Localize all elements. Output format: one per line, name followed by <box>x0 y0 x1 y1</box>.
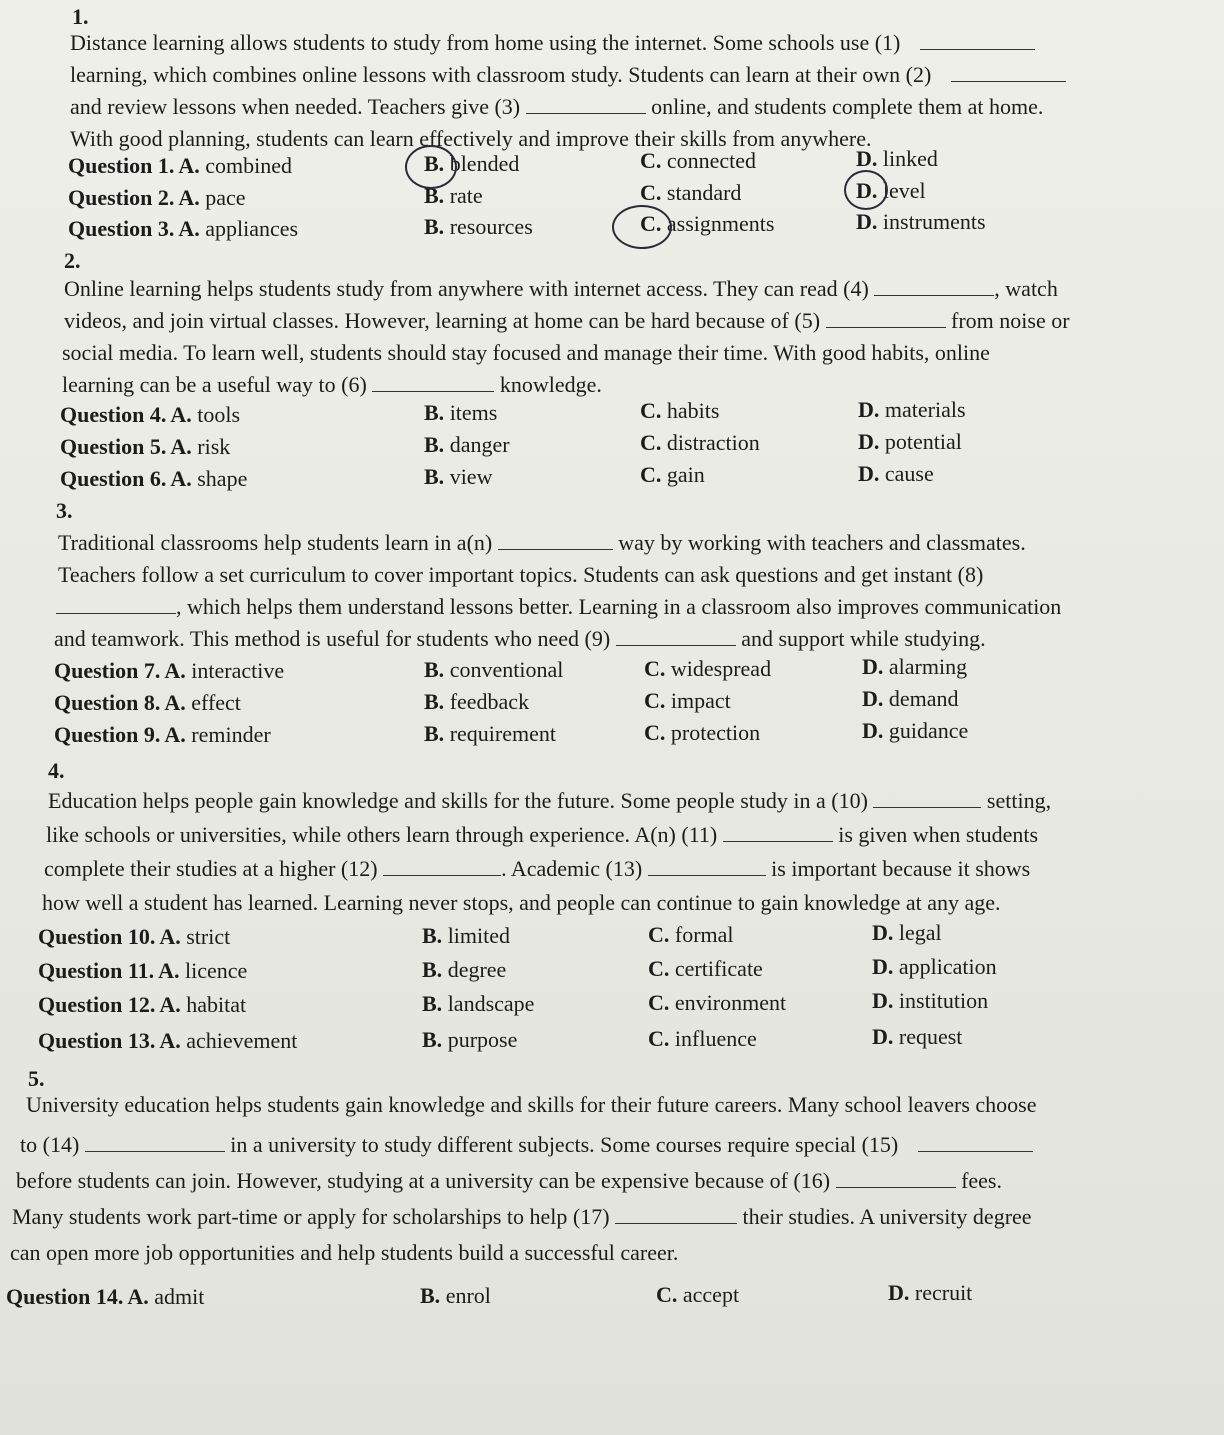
option-text: guidance <box>883 718 969 744</box>
option-text: danger <box>444 432 510 458</box>
answer-blank[interactable] <box>85 1150 225 1152</box>
option-letter: C. <box>648 955 670 981</box>
option-letter: D. <box>872 920 894 946</box>
question-number: Question 6. <box>60 466 167 491</box>
option-letter: C. <box>644 655 666 681</box>
option-letter: B. <box>424 688 445 714</box>
option-text: connected <box>661 148 757 174</box>
option-letter: B. <box>422 990 443 1016</box>
passage-line <box>48 788 1051 814</box>
answer-option[interactable] <box>862 686 959 712</box>
answer-option[interactable] <box>424 400 497 426</box>
option-text: interactive <box>185 658 285 683</box>
question-number: Question 4. <box>60 402 167 427</box>
option-text: linked <box>877 145 938 171</box>
option-text: materials <box>879 396 966 422</box>
question-label <box>38 924 155 950</box>
section-number: 5. <box>28 1066 45 1091</box>
option-letter: D. <box>872 988 894 1014</box>
passage-text: is given when students <box>832 822 1039 847</box>
option-text: combined <box>199 153 293 178</box>
answer-option[interactable] <box>422 1027 517 1053</box>
passage-line <box>58 562 983 588</box>
answer-blank[interactable] <box>836 1186 956 1188</box>
question-number: Question 2. <box>68 185 175 210</box>
question-label <box>54 690 160 716</box>
answer-option[interactable] <box>872 988 988 1014</box>
answer-option[interactable] <box>872 1024 962 1050</box>
option-letter: D. <box>858 428 880 454</box>
passage-text: Education helps people gain knowledge and skills for the future. Some people study in a (10) <box>48 788 874 813</box>
passage-text: their studies. A university degree <box>737 1204 1032 1229</box>
passage-text: Distance learning allows students to study from home using the internet. Some schools use (1) <box>70 30 906 55</box>
option-text: tools <box>191 402 241 427</box>
passage-line <box>62 372 602 398</box>
option-text: degree <box>442 956 507 982</box>
passage-text: and review lessons when needed. Teachers give (3) <box>70 94 526 119</box>
option-letter: A. <box>170 402 192 427</box>
option-letter: B. <box>424 400 445 426</box>
passage-text: Teachers follow a set curriculum to cover important topics. Students can ask questions and get instant (8) <box>58 562 984 587</box>
passage-text: Online learning helps students study from anywhere with internet access. They can read (4) <box>64 276 875 301</box>
answer-option[interactable] <box>858 429 962 455</box>
question-number: Question 1. <box>68 153 175 178</box>
option-text: gain <box>661 462 705 488</box>
passage-line <box>16 1168 1002 1194</box>
answer-option[interactable] <box>159 1028 297 1054</box>
passage-line <box>10 1240 678 1266</box>
answer-blank[interactable] <box>616 644 736 646</box>
option-letter: C. <box>640 398 662 424</box>
option-letter: C. <box>648 989 670 1015</box>
option-letter: A. <box>158 958 180 983</box>
answer-option[interactable] <box>872 920 942 946</box>
option-letter: A. <box>170 466 192 491</box>
option-letter: A. <box>164 690 186 715</box>
answer-blank[interactable] <box>826 326 946 328</box>
answer-blank[interactable] <box>920 48 1035 50</box>
passage-text: online, and students complete them at home. <box>645 94 1044 119</box>
passage-line <box>58 530 1026 556</box>
answer-option[interactable] <box>856 209 986 235</box>
answer-blank[interactable] <box>873 806 981 808</box>
answer-option[interactable] <box>640 148 756 174</box>
answer-blank[interactable] <box>874 294 994 296</box>
option-letter: A. <box>178 216 200 241</box>
option-text: effect <box>185 690 241 715</box>
option-letter: A. <box>164 658 186 683</box>
answer-option[interactable] <box>178 216 298 242</box>
answer-option[interactable] <box>164 690 241 716</box>
option-text: appliances <box>199 216 299 241</box>
answer-blank[interactable] <box>615 1222 737 1224</box>
answer-option[interactable] <box>424 183 483 209</box>
answer-option[interactable] <box>648 990 786 1016</box>
option-letter: A. <box>159 992 181 1017</box>
question-label <box>68 216 174 242</box>
option-text: view <box>444 464 493 490</box>
passage-text: With good planning, students can learn effectively and improve their skills from anywhere. <box>70 126 872 151</box>
option-text: rate <box>444 182 483 208</box>
answer-option[interactable] <box>422 957 506 983</box>
question-number: Question 13. <box>38 1028 156 1053</box>
answer-blank[interactable] <box>648 874 766 876</box>
option-letter: D. <box>862 686 884 712</box>
answer-option[interactable] <box>424 432 510 458</box>
option-text: landscape <box>442 990 535 1016</box>
option-letter: D. <box>888 1280 910 1306</box>
answer-option[interactable] <box>648 1026 757 1052</box>
option-letter: B. <box>424 432 445 458</box>
passage-line <box>62 340 990 366</box>
passage-text: can open more job opportunities and help students build a successful career. <box>10 1240 679 1265</box>
option-text: licence <box>179 958 248 983</box>
answer-option[interactable] <box>656 1282 739 1308</box>
option-text: potential <box>879 428 962 454</box>
answer-option[interactable] <box>644 688 731 714</box>
passage-text: , watch <box>994 276 1058 301</box>
question-label <box>60 402 166 428</box>
passage-text: and teamwork. This method is useful for students who need (9) <box>54 626 616 651</box>
answer-option[interactable] <box>640 180 741 206</box>
option-text: resources <box>444 213 533 239</box>
question-number: Question 12. <box>38 992 156 1017</box>
option-text: recruit <box>909 1280 973 1306</box>
option-letter: D. <box>856 177 878 203</box>
option-letter: A. <box>178 185 200 210</box>
option-text: items <box>444 400 498 426</box>
answer-option[interactable] <box>170 466 247 492</box>
answer-blank[interactable] <box>372 390 494 392</box>
answer-option[interactable] <box>170 402 240 428</box>
answer-option[interactable] <box>422 923 510 949</box>
option-text: achievement <box>180 1028 298 1053</box>
passage-text: is important because it shows <box>765 856 1031 881</box>
option-letter: A. <box>170 434 192 459</box>
option-text: impact <box>665 687 731 713</box>
option-text: level <box>877 177 926 203</box>
passage-text: . Academic (13) <box>501 856 648 881</box>
option-letter: B. <box>422 1026 443 1052</box>
option-text: shape <box>191 466 248 491</box>
option-letter: C. <box>648 1025 670 1051</box>
answer-option[interactable] <box>424 151 519 177</box>
answer-option[interactable] <box>858 397 966 423</box>
option-letter: C. <box>648 921 670 947</box>
option-letter: B. <box>424 150 445 176</box>
option-text: habits <box>661 398 720 424</box>
passage-text: , which helps them understand lessons better. Learning in a classroom also improves communication <box>176 594 1062 619</box>
option-text: protection <box>665 719 761 745</box>
question-label <box>68 185 174 211</box>
option-text: purpose <box>442 1026 518 1052</box>
option-text: widespread <box>665 655 772 681</box>
answer-option[interactable] <box>856 146 938 172</box>
passage-text: in a university to study different subjects. Some courses require special (15) <box>224 1132 904 1157</box>
passage-line <box>70 62 1066 88</box>
option-letter: D. <box>858 460 880 486</box>
option-text: limited <box>442 922 511 948</box>
answer-option[interactable] <box>640 462 705 488</box>
passage-line <box>44 856 1030 882</box>
option-text: formal <box>669 921 734 947</box>
answer-option[interactable] <box>159 924 230 950</box>
answer-option[interactable] <box>170 434 230 460</box>
option-letter: A. <box>164 722 186 747</box>
passage-text: before students can join. However, studying at a university can be expensive because of (16) <box>16 1168 836 1193</box>
section-number: 2. <box>64 248 81 273</box>
passage-text: Many students work part-time or apply for scholarships to help (17) <box>12 1204 616 1229</box>
option-letter: C. <box>656 1281 678 1307</box>
option-letter: B. <box>424 720 445 746</box>
passage-text: to (14) <box>20 1132 85 1157</box>
answer-option[interactable] <box>648 956 763 982</box>
answer-option[interactable] <box>420 1283 491 1309</box>
option-letter: D. <box>858 396 880 422</box>
answer-option[interactable] <box>862 718 968 744</box>
answer-blank[interactable] <box>723 840 833 842</box>
option-letter: A. <box>159 1028 181 1053</box>
option-letter: C. <box>644 719 666 745</box>
question-number: Question 5. <box>60 434 167 459</box>
option-text: strict <box>180 924 231 949</box>
passage-line <box>64 308 1070 334</box>
answer-option[interactable] <box>164 658 284 684</box>
option-text: demand <box>883 686 959 712</box>
answer-option[interactable] <box>424 657 563 683</box>
answer-option[interactable] <box>424 214 533 240</box>
option-text: cause <box>879 460 934 486</box>
option-letter: B. <box>424 656 445 682</box>
passage-text: knowledge. <box>494 372 602 397</box>
passage-text: Traditional classrooms help students learn in a(n) <box>58 530 498 555</box>
option-letter: B. <box>424 464 445 490</box>
answer-option[interactable] <box>164 722 270 748</box>
section-number: 1. <box>72 4 89 29</box>
option-letter: C. <box>640 180 662 206</box>
answer-option[interactable] <box>888 1280 972 1306</box>
question-label <box>54 722 160 748</box>
question-number: Question 14. <box>6 1284 124 1309</box>
option-text: blended <box>444 150 520 176</box>
answer-option[interactable] <box>159 992 246 1018</box>
option-text: influence <box>669 1025 757 1051</box>
answer-blank[interactable] <box>951 80 1066 82</box>
option-text: institution <box>893 988 989 1014</box>
question-number: Question 11. <box>38 958 155 983</box>
option-letter: C. <box>644 687 666 713</box>
answer-option[interactable] <box>872 954 997 980</box>
passage-line <box>54 626 986 652</box>
answer-option[interactable] <box>422 991 534 1017</box>
question-label <box>6 1284 123 1310</box>
option-text: accept <box>677 1281 740 1307</box>
option-text: reminder <box>185 722 271 747</box>
passage-line <box>42 890 1001 916</box>
section-number: 4. <box>48 758 65 783</box>
question-label <box>38 992 155 1018</box>
passage-line <box>20 1132 1033 1158</box>
option-text: request <box>893 1024 963 1050</box>
option-letter: D. <box>872 1024 894 1050</box>
answer-option[interactable] <box>862 654 967 680</box>
passage-text: complete their studies at a higher (12) <box>44 856 384 881</box>
answer-option[interactable] <box>640 398 719 424</box>
option-text: alarming <box>883 654 968 680</box>
passage-text: University education helps students gain knowledge and skills for their future careers. Many school leavers choose <box>26 1092 1037 1117</box>
question-label <box>68 153 174 179</box>
passage-text: learning, which combines online lessons with classroom study. Students can learn at their own (2) <box>70 62 937 87</box>
option-text: assignments <box>661 211 775 237</box>
option-letter: D. <box>872 954 894 980</box>
passage-text: and support while studying. <box>735 626 986 651</box>
option-text: habitat <box>180 992 247 1017</box>
passage-text: from noise or <box>945 308 1070 333</box>
option-letter: D. <box>856 208 878 234</box>
passage-line <box>70 94 1043 120</box>
answer-option[interactable] <box>640 430 760 456</box>
passage-text: social media. To learn well, students should stay focused and manage their time. With good habits, online <box>62 340 990 365</box>
option-letter: C. <box>640 211 662 237</box>
answer-blank[interactable] <box>56 612 176 614</box>
option-letter: A. <box>159 924 181 949</box>
option-text: environment <box>669 989 787 1015</box>
question-label <box>54 658 160 684</box>
answer-option[interactable] <box>424 464 492 490</box>
option-text: pace <box>199 185 246 210</box>
option-letter: A. <box>127 1284 149 1309</box>
option-text: admit <box>148 1284 205 1309</box>
answer-option[interactable] <box>640 211 774 237</box>
option-letter: D. <box>862 654 884 680</box>
option-text: distraction <box>661 430 760 456</box>
option-text: legal <box>893 920 942 946</box>
passage-text: setting, <box>981 788 1052 813</box>
answer-option[interactable] <box>856 178 926 204</box>
passage-line <box>64 276 1058 302</box>
section-number: 3. <box>56 498 73 523</box>
question-number: Question 8. <box>54 690 161 715</box>
passage-line <box>26 1092 1037 1118</box>
option-text: requirement <box>444 720 556 746</box>
option-letter: B. <box>424 182 445 208</box>
option-letter: B. <box>420 1282 441 1308</box>
passage-text: like schools or universities, while others learn through experience. A(n) (11) <box>46 822 723 847</box>
question-number: Question 7. <box>54 658 161 683</box>
option-letter: D. <box>856 145 878 171</box>
option-letter: B. <box>424 213 445 239</box>
option-letter: D. <box>862 718 884 744</box>
question-label <box>60 434 166 460</box>
answer-blank[interactable] <box>498 548 613 550</box>
option-text: certificate <box>669 955 763 981</box>
passage-line <box>56 594 1061 620</box>
passage-line <box>46 822 1038 848</box>
question-number: Question 3. <box>68 216 175 241</box>
passage-text: learning can be a useful way to (6) <box>62 372 373 397</box>
option-letter: C. <box>640 462 662 488</box>
passage-text: way by working with teachers and classmates. <box>612 530 1026 555</box>
option-letter: B. <box>422 922 443 948</box>
answer-option[interactable] <box>424 721 556 747</box>
option-text: application <box>893 954 997 980</box>
answer-option[interactable] <box>178 153 292 179</box>
question-label <box>38 958 154 984</box>
question-number: Question 10. <box>38 924 156 949</box>
answer-blank[interactable] <box>383 874 501 876</box>
answer-blank[interactable] <box>918 1150 1033 1152</box>
answer-option[interactable] <box>644 656 771 682</box>
answer-option[interactable] <box>424 689 529 715</box>
option-text: standard <box>661 180 742 206</box>
answer-option[interactable] <box>158 958 247 984</box>
option-letter: C. <box>640 430 662 456</box>
option-text: conventional <box>444 656 564 682</box>
option-letter: A. <box>178 153 200 178</box>
option-letter: B. <box>422 956 443 982</box>
answer-blank[interactable] <box>526 112 646 114</box>
answer-option[interactable] <box>858 461 934 487</box>
question-label <box>38 1028 155 1054</box>
passage-line <box>12 1204 1032 1230</box>
answer-option[interactable] <box>648 922 734 948</box>
option-text: instruments <box>877 208 986 234</box>
question-label <box>60 466 166 492</box>
question-number: Question 9. <box>54 722 161 747</box>
option-letter: C. <box>640 148 662 174</box>
option-text: risk <box>191 434 231 459</box>
answer-option[interactable] <box>644 720 760 746</box>
passage-text: fees. <box>955 1168 1002 1193</box>
passage-line <box>70 30 1035 56</box>
answer-option[interactable] <box>178 185 245 211</box>
answer-option[interactable] <box>127 1284 204 1310</box>
option-text: feedback <box>444 688 530 714</box>
passage-text: videos, and join virtual classes. However, learning at home can be hard because of (5) <box>64 308 826 333</box>
option-text: enrol <box>440 1282 491 1308</box>
passage-text: how well a student has learned. Learning never stops, and people can continue to gain knowledge at any age. <box>42 890 1001 915</box>
